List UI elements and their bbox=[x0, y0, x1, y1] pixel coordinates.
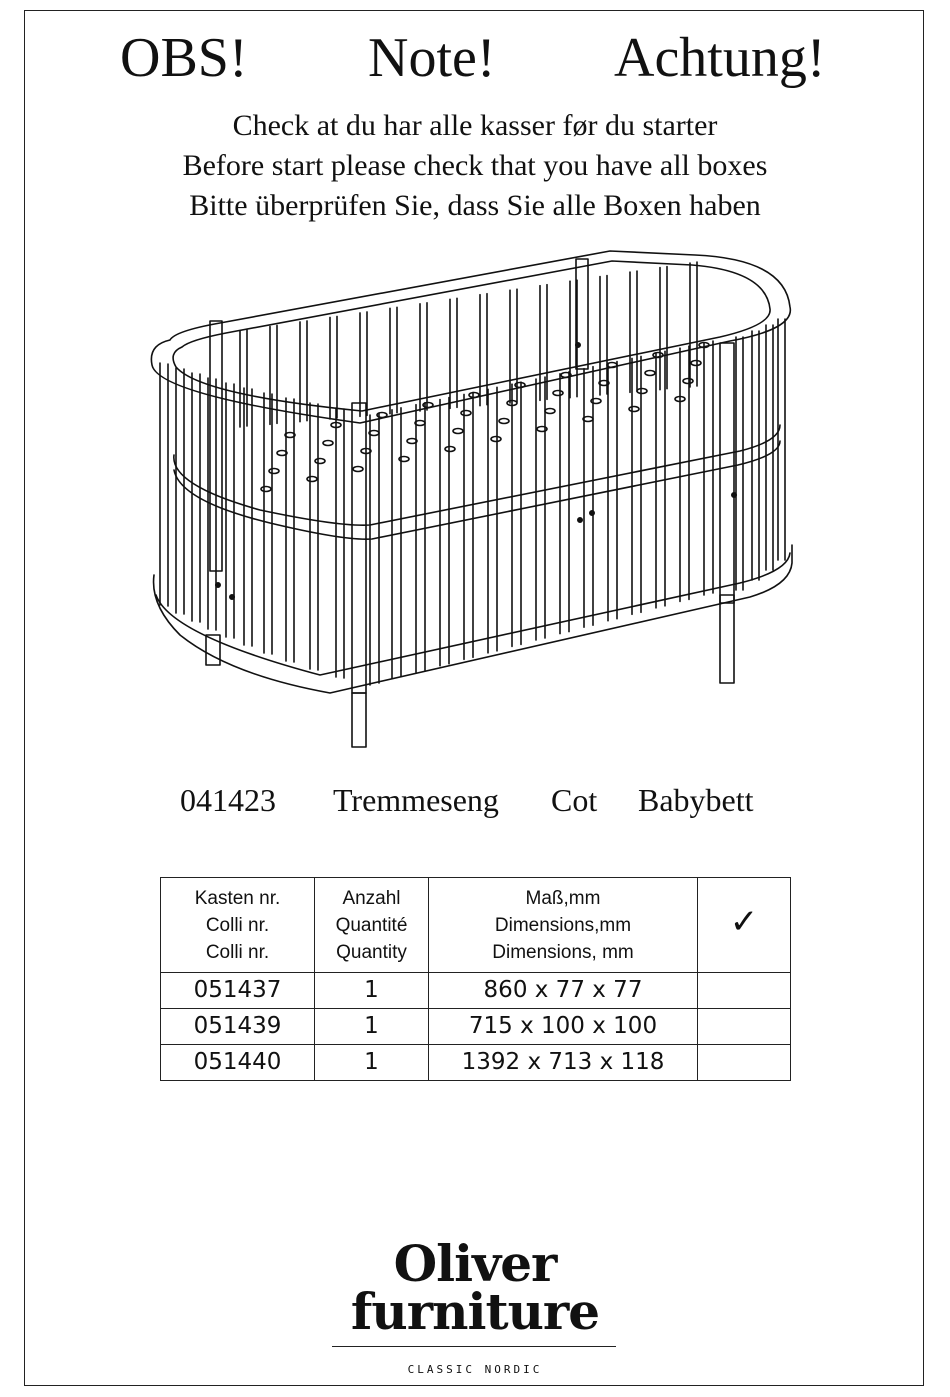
crib-screw-hole bbox=[230, 595, 234, 599]
crib-leg bbox=[720, 595, 734, 683]
crib-vent-hole bbox=[653, 353, 663, 358]
header-box-number bbox=[161, 878, 315, 973]
crib-vent-hole bbox=[499, 419, 509, 424]
crib-vent-hole bbox=[453, 429, 463, 434]
crib-vent-hole bbox=[323, 441, 333, 446]
cell-box: 051440 bbox=[161, 1045, 315, 1081]
product-line bbox=[0, 778, 950, 822]
header-dimensions-fr: Dimensions,mm bbox=[494, 914, 632, 936]
product-name-de: Babybett bbox=[638, 782, 754, 818]
header-box-number-en: Colli nr. bbox=[205, 941, 270, 963]
header-check bbox=[698, 878, 791, 973]
crib-vent-hole bbox=[491, 437, 501, 442]
crib-vent-hole bbox=[553, 391, 563, 396]
headline-note: Note! bbox=[368, 27, 496, 89]
headline-achtung: Achtung! bbox=[614, 27, 826, 89]
crib-vent-hole bbox=[683, 379, 693, 384]
cell-dims: 1392 x 713 x 118 bbox=[429, 1045, 698, 1081]
brand-divider bbox=[332, 1346, 616, 1347]
crib-vent-hole bbox=[353, 467, 363, 472]
checkmark-icon: ✓ bbox=[729, 902, 759, 942]
header-dimensions-en: Dimensions, mm bbox=[492, 941, 634, 963]
brand-tagline: CLASSIC NORDIC bbox=[407, 1363, 543, 1376]
crib-vent-hole bbox=[461, 411, 471, 416]
cell-dims: 860 x 77 x 77 bbox=[429, 973, 698, 1009]
crib-screw-hole bbox=[216, 583, 220, 587]
cell-box: 051437 bbox=[161, 973, 315, 1009]
cell-check[interactable] bbox=[698, 1045, 791, 1081]
cell-qty: 1 bbox=[315, 973, 429, 1009]
cell-check[interactable] bbox=[698, 1009, 791, 1045]
crib-vent-hole bbox=[261, 487, 271, 492]
table-header-row bbox=[161, 878, 791, 973]
crib-leg bbox=[352, 693, 366, 747]
header-quantity-en: Quantity bbox=[336, 941, 407, 963]
headline bbox=[0, 28, 950, 88]
header-quantity-fr: Quantité bbox=[335, 914, 408, 936]
crib-vent-hole bbox=[645, 371, 655, 376]
product-name-en: Cot bbox=[551, 782, 598, 818]
intro-line-da: Check at du har alle kasser før du starter bbox=[232, 109, 718, 142]
product-code: 041423 bbox=[180, 782, 276, 818]
crib-vent-hole bbox=[629, 407, 639, 412]
intro-line-de: Bitte überprüfen Sie, dass Sie alle Boxen haben bbox=[189, 189, 761, 222]
crib-illustration bbox=[140, 245, 800, 755]
crib-vent-hole bbox=[637, 389, 647, 394]
intro-text bbox=[0, 106, 950, 226]
header-quantity bbox=[315, 878, 429, 973]
brand-name-line2: furniture bbox=[350, 1282, 600, 1341]
crib-vent-hole bbox=[691, 361, 701, 366]
brand-logo bbox=[0, 1234, 950, 1341]
cell-dims: 715 x 100 x 100 bbox=[429, 1009, 698, 1045]
crib-vent-hole bbox=[545, 409, 555, 414]
table-row bbox=[161, 973, 791, 1009]
header-box-number-de: Kasten nr. bbox=[194, 887, 281, 909]
crib-vent-hole bbox=[269, 469, 279, 474]
headline-obs: OBS! bbox=[120, 27, 248, 89]
product-name-da: Tremmeseng bbox=[333, 782, 499, 818]
intro-line-en: Before start please check that you have all boxes bbox=[182, 149, 768, 182]
crib-screw-hole bbox=[590, 511, 594, 515]
cell-box: 051439 bbox=[161, 1009, 315, 1045]
crib-post bbox=[352, 403, 366, 693]
crib-screw-hole bbox=[732, 493, 736, 497]
header-quantity-de: Anzahl bbox=[342, 887, 401, 909]
crib-vent-hole bbox=[469, 393, 479, 398]
crib-vent-hole bbox=[307, 477, 317, 482]
header-dimensions bbox=[429, 878, 698, 973]
table-row bbox=[161, 1045, 791, 1081]
crib-vent-hole bbox=[315, 459, 325, 464]
brand-name-line1: Oliver bbox=[393, 1234, 557, 1293]
cell-qty: 1 bbox=[315, 1009, 429, 1045]
cell-check[interactable] bbox=[698, 973, 791, 1009]
crib-post bbox=[720, 343, 734, 603]
header-dimensions-de: Maß,mm bbox=[525, 887, 601, 909]
crib-vent-hole bbox=[445, 447, 455, 452]
crib-screw-hole bbox=[578, 518, 582, 522]
crib-screw-hole bbox=[576, 343, 580, 347]
table-row bbox=[161, 1009, 791, 1045]
cell-qty: 1 bbox=[315, 1045, 429, 1081]
header-box-number-fr: Colli nr. bbox=[205, 914, 270, 936]
box-checklist-table bbox=[160, 877, 791, 1081]
